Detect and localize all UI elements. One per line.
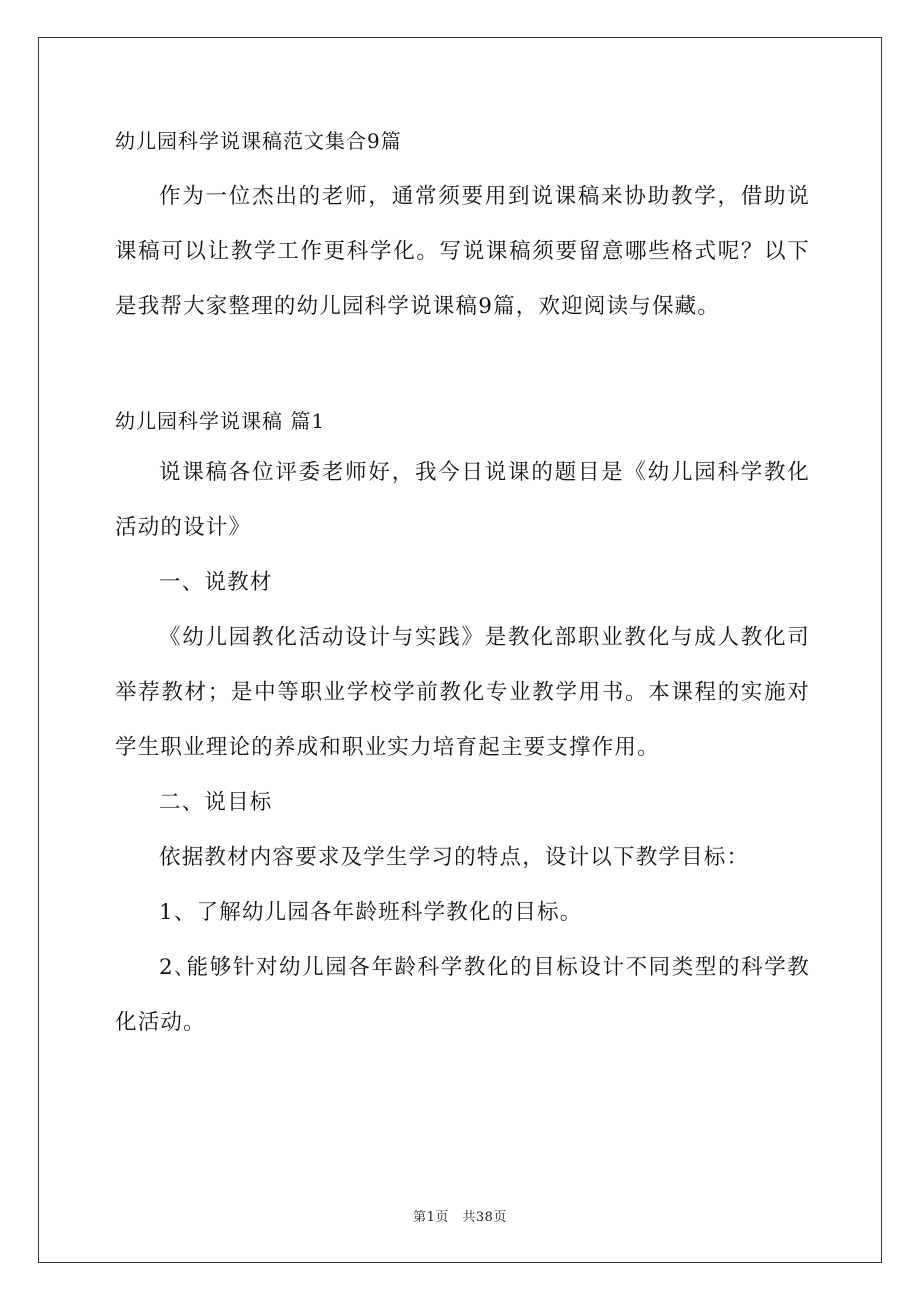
section-title: 幼儿园科学说课稿 篇1 xyxy=(115,409,326,433)
page-footer: 第1页 共38页 xyxy=(413,1210,507,1225)
paragraph-goals-intro: 依据教材内容要求及学生学习的特点，设计以下教学目标： xyxy=(159,845,750,870)
paragraph-textbook: 《幼儿园教化活动设计与实践》是教化部职业教化与成人教化司举荐教材；是中等职业学校学前教化专业教学用书。本课程的实施对学生职业理论的养成和职业实力培育起主要支撑作用。 xyxy=(115,625,810,760)
heading-textbook: 一、说教材 xyxy=(159,570,273,595)
paragraph-opening: 说课稿各位评委老师好，我今日说课的题目是《幼儿园科学教化活动的设计》 xyxy=(115,460,810,540)
goal-item-2: 2､能够针对幼儿园各年龄科学教化的目标设计不同类型的科学教化活动。 xyxy=(115,955,810,1035)
document-title: 幼儿园科学说课稿范文集合9篇 xyxy=(115,129,402,153)
heading-goals: 二、说目标 xyxy=(159,790,273,815)
document-body xyxy=(115,117,810,1050)
goal-item-1: 1、了解幼儿园各年龄班科学教化的目标。 xyxy=(159,900,583,925)
intro-paragraph: 作为一位杰出的老师，通常须要用到说课稿来协助教学，借助说课稿可以让教学工作更科学化。写说课稿须要留意哪些格式呢？以下是我帮大家整理的幼儿园科学说课稿9篇，欢迎阅读与保藏。 xyxy=(115,184,810,319)
